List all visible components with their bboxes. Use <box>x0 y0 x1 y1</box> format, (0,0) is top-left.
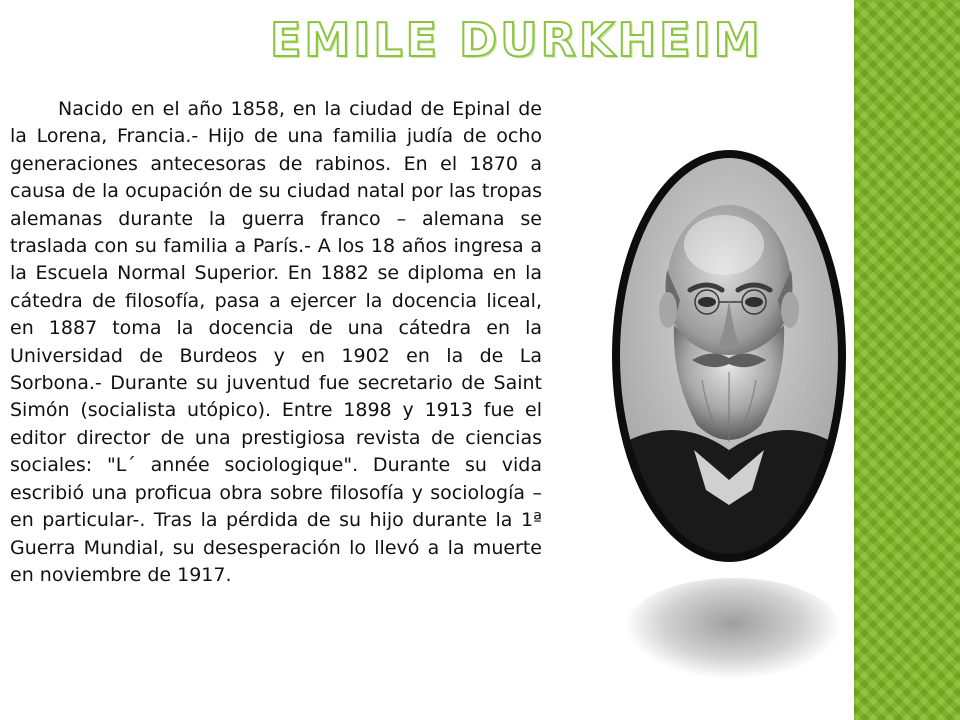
portrait-image <box>612 150 846 562</box>
decorative-side-stripe <box>854 0 960 720</box>
biography-paragraph: Nacido en el año 1858, en la ciudad de Epinal de la Lorena, Francia.- Hijo de una familia judía de ocho generaciones antecesoras de rabinos. En el 1870 a causa de la ocupación de su ciudad natal por las tropas alemanas durante la guerra franco – alemana se traslada con su familia a París.- A los 18 años ingresa a la Escuela Normal Superior. En 1882 se diploma en la cátedra de filosofía, pasa a ejercer la docencia liceal, en 1887 toma la docencia de una cátedra en la Universidad de Burdeos y en 1902 en la de La Sorbona.- Durante su juventud fue secretario de Saint Simón (socialista utópico). Entre 1898 y 1913 fue el editor director de una prestigiosa revista de ciencias sociales: "L´ année sociologique". Durante su vida escribió una proficua obra sobre filosofía y sociología –en particular-. Tras la pérdida de su hijo durante la 1ª Guerra Mundial, su desesperación lo llevó a la muerte en noviembre de 1917. <box>10 98 542 586</box>
slide-title: EMILE DURKHEIM <box>270 13 763 67</box>
portrait-shadow <box>626 578 840 678</box>
portrait-svg <box>612 150 846 562</box>
